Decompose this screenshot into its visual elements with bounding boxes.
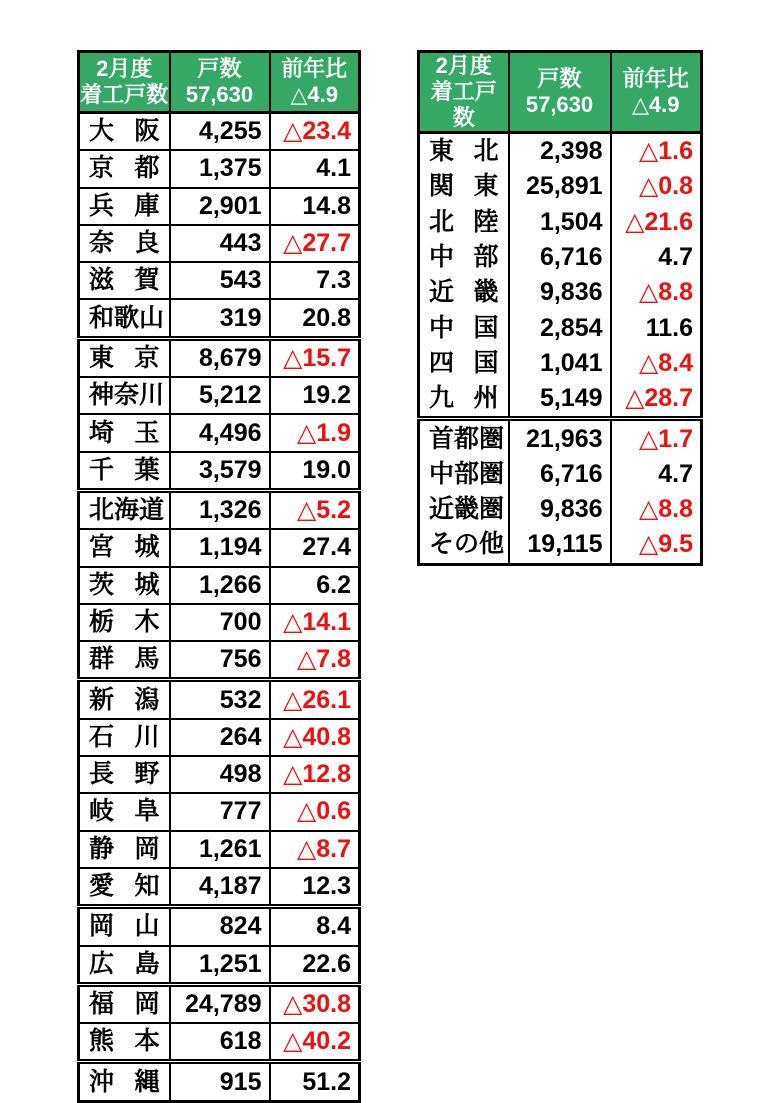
area-name-cell [79, 907, 170, 946]
yoy-cell: 20.8 [270, 299, 360, 338]
table-row [79, 641, 360, 680]
area-name-char: 畿 [454, 495, 480, 524]
area-name-char: 賀 [134, 266, 160, 295]
yoy-cell: △9.5 [611, 527, 702, 564]
units-cell: 824 [170, 907, 270, 946]
header-yoy-label: 前年比 [622, 66, 689, 91]
area-name-cell [79, 414, 170, 451]
table-row [419, 205, 702, 240]
table-row [419, 133, 702, 170]
area-name-char: 葉 [134, 455, 160, 484]
units-cell: 1,266 [170, 567, 270, 604]
area-name-char: 石 [89, 722, 115, 751]
area-name-char: 道 [139, 496, 165, 525]
region-table-header [419, 52, 702, 133]
area-name [89, 914, 160, 939]
yoy-cell: △40.8 [270, 719, 360, 756]
area-name-cell [419, 240, 509, 275]
area-name-char: 島 [134, 949, 160, 978]
area-name-char: 茨 [89, 570, 115, 599]
area-name-char: 本 [134, 1027, 160, 1056]
area-name-char: 沖 [89, 1067, 115, 1096]
area-name-char: 東 [89, 343, 115, 372]
table-row [79, 719, 360, 756]
area-name [429, 313, 499, 342]
table-row [419, 310, 702, 345]
area-name-char: 知 [134, 872, 160, 901]
area-name-char: 阪 [134, 117, 160, 146]
area-name [89, 610, 160, 635]
area-name-char: そ [429, 530, 455, 559]
area-name [89, 418, 160, 447]
yoy-cell: △7.8 [270, 641, 360, 680]
area-name-char: 滋 [89, 266, 115, 295]
area-name-char: 長 [89, 760, 115, 789]
area-name-cell [79, 377, 170, 414]
area-name-cell [79, 262, 170, 299]
units-cell: 24,789 [170, 984, 270, 1023]
units-cell: 1,251 [170, 946, 270, 985]
area-name [89, 381, 165, 410]
area-name-char: 山 [139, 303, 165, 332]
units-cell: 5,149 [509, 381, 611, 419]
yoy-cell: △30.8 [270, 984, 360, 1023]
yoy-cell: 4.7 [611, 457, 702, 492]
area-name-char: 川 [134, 722, 160, 751]
header-yoy-label: 前年比 [281, 56, 348, 81]
area-name-cell [419, 310, 509, 345]
area-name [429, 174, 499, 199]
area-name-cell [79, 299, 170, 338]
header-yoy-cell [270, 52, 360, 113]
area-name [89, 1067, 160, 1096]
area-name-cell [79, 338, 170, 377]
area-name-cell [79, 831, 170, 868]
area-name-char: 圏 [479, 459, 505, 488]
units-cell: 498 [170, 756, 270, 793]
area-name-cell [79, 868, 170, 907]
area-name-cell [79, 188, 170, 225]
area-name-cell [419, 492, 509, 527]
table-row [419, 419, 702, 457]
area-name-char: 京 [134, 343, 160, 372]
area-name-char: 歌 [114, 303, 140, 332]
area-name-char: 岡 [89, 912, 115, 941]
units-cell: 700 [170, 604, 270, 641]
area-name-char: 首 [429, 424, 455, 453]
units-cell: 1,194 [170, 529, 270, 566]
units-cell: 1,261 [170, 831, 270, 868]
units-cell: 915 [170, 1062, 270, 1101]
header-units-total: 57,630 [185, 82, 254, 107]
area-name-cell [419, 133, 509, 170]
units-cell: 1,041 [509, 346, 611, 381]
yoy-cell: △27.7 [270, 225, 360, 262]
units-cell: 319 [170, 299, 270, 338]
yoy-cell: △1.7 [611, 419, 702, 457]
area-name-char: 部 [473, 243, 499, 272]
area-name-char: 北 [473, 137, 499, 166]
yoy-cell: △14.1 [270, 604, 360, 641]
units-cell: 6,716 [509, 240, 611, 275]
table-row [79, 756, 360, 793]
units-cell: 1,375 [170, 150, 270, 187]
area-name-char: 静 [89, 834, 115, 863]
yoy-cell: 4.1 [270, 150, 360, 187]
area-name-char: 縄 [134, 1067, 160, 1096]
table-row [419, 527, 702, 564]
table-row [79, 793, 360, 830]
area-name-char: 千 [89, 455, 115, 484]
area-name [89, 191, 160, 220]
area-name-char: 大 [89, 117, 115, 146]
area-name-char: 東 [429, 137, 455, 166]
table-row [79, 490, 360, 529]
area-name-char: 圏 [479, 495, 505, 524]
area-name-char: 馬 [134, 645, 160, 674]
yoy-cell: △28.7 [611, 381, 702, 419]
area-name [89, 685, 160, 714]
area-name-cell [79, 113, 170, 151]
yoy-cell: 8.4 [270, 907, 360, 946]
area-name-char: 奈 [89, 229, 115, 258]
header-period-cell [79, 52, 170, 113]
area-name [429, 207, 499, 236]
units-cell: 6,716 [509, 457, 611, 492]
table-row [79, 262, 360, 299]
yoy-cell: △0.6 [270, 793, 360, 830]
area-name-char: 奈 [114, 381, 140, 410]
area-name-cell [79, 756, 170, 793]
units-cell: 4,187 [170, 868, 270, 907]
table-row [79, 225, 360, 262]
area-name-char: 栃 [89, 608, 115, 636]
units-cell: 2,901 [170, 188, 270, 225]
area-name-cell [419, 169, 509, 204]
area-name-cell [419, 381, 509, 419]
units-cell: 3,579 [170, 452, 270, 491]
area-name [89, 762, 160, 787]
prefecture-table-body [79, 113, 360, 1102]
units-cell: 21,963 [509, 419, 611, 457]
yoy-cell: △12.8 [270, 756, 360, 793]
area-name-char: 京 [89, 154, 115, 183]
area-name-cell [419, 275, 509, 310]
area-name [429, 459, 505, 488]
area-name-char: 兵 [89, 191, 115, 220]
area-name-cell [79, 719, 170, 756]
table-row [419, 275, 702, 310]
units-cell: 2,854 [509, 310, 611, 345]
table-row [79, 868, 360, 907]
header-units-total: 57,630 [525, 92, 594, 117]
area-name-char: 阜 [134, 797, 160, 826]
area-name-char: 神 [89, 381, 115, 410]
units-cell: 4,255 [170, 113, 270, 151]
yoy-cell: △15.7 [270, 338, 360, 377]
table-row [79, 414, 360, 451]
area-name-char: 部 [454, 459, 480, 488]
area-name-char: 九 [429, 384, 455, 413]
table-row [419, 346, 702, 381]
area-name-char: 他 [479, 530, 505, 559]
area-name-char: 中 [429, 313, 455, 342]
area-name-cell [79, 946, 170, 985]
yoy-cell: 6.2 [270, 567, 360, 604]
table-row [79, 831, 360, 868]
area-name [89, 799, 160, 824]
area-name-char: 木 [134, 608, 160, 636]
units-cell: 618 [170, 1023, 270, 1062]
table-row [79, 680, 360, 719]
units-cell: 777 [170, 793, 270, 830]
units-cell: 2,398 [509, 133, 611, 170]
area-name [429, 495, 505, 524]
table-row [79, 377, 360, 414]
units-cell: 443 [170, 225, 270, 262]
area-name [429, 280, 499, 305]
area-name [429, 386, 499, 411]
units-cell: 1,504 [509, 205, 611, 240]
area-name-char: 国 [473, 348, 499, 377]
table-row [79, 299, 360, 338]
area-name [429, 530, 505, 559]
yoy-cell: △0.8 [611, 169, 702, 204]
yoy-cell: 51.2 [270, 1062, 360, 1101]
area-name [89, 722, 160, 751]
area-name-char: 岡 [134, 989, 160, 1018]
area-name-char: 潟 [134, 685, 160, 714]
header-units-cell [170, 52, 270, 113]
area-name-char: 玉 [134, 418, 160, 447]
header-units-label: 戸数 [537, 66, 582, 91]
area-name-char: 和 [89, 303, 115, 332]
units-cell: 5,212 [170, 377, 270, 414]
header-period-cell [419, 52, 509, 133]
area-name [89, 496, 165, 525]
yoy-cell: 11.6 [611, 310, 702, 345]
area-name-cell [419, 346, 509, 381]
area-name-char: 中 [429, 243, 455, 272]
table-row [79, 529, 360, 566]
header-period-line2: 着工戸数 [80, 82, 169, 107]
area-name [429, 348, 499, 377]
area-name-char: 四 [429, 348, 455, 377]
area-name-char: 陸 [473, 207, 499, 236]
area-name-cell [79, 150, 170, 187]
yoy-cell: △21.6 [611, 205, 702, 240]
header-period-line1: 2月度 [435, 53, 492, 78]
yoy-cell: △8.8 [611, 492, 702, 527]
area-name [429, 139, 499, 164]
area-name-cell [79, 490, 170, 529]
area-name-cell [79, 225, 170, 262]
area-name-cell [79, 680, 170, 719]
area-name-char: 広 [89, 949, 115, 978]
area-name-char: 北 [89, 496, 115, 525]
area-name-cell [79, 567, 170, 604]
area-name-cell [79, 1062, 170, 1101]
units-cell: 264 [170, 719, 270, 756]
header-yoy-total: △4.9 [631, 92, 680, 117]
area-name-char: 都 [454, 424, 480, 453]
area-name-char: 山 [134, 912, 160, 941]
area-name-char: 圏 [479, 424, 505, 453]
table-row [419, 457, 702, 492]
area-name-char: 北 [429, 207, 455, 236]
area-name-char: 野 [134, 760, 160, 789]
yoy-cell: 19.0 [270, 452, 360, 491]
area-name-char: 熊 [89, 1027, 115, 1056]
area-name-cell [79, 984, 170, 1023]
yoy-cell: 4.7 [611, 240, 702, 275]
area-name-char: 宮 [89, 533, 115, 562]
yoy-cell: △1.9 [270, 414, 360, 451]
table-row [79, 946, 360, 985]
table-row [79, 150, 360, 187]
header-period-line2: 着工戸数 [430, 79, 497, 130]
area-name-char: 埼 [89, 418, 115, 447]
units-cell: 543 [170, 262, 270, 299]
area-name-char: 近 [429, 495, 455, 524]
area-name [89, 874, 160, 899]
area-name-char: 都 [134, 154, 160, 183]
table-row [419, 169, 702, 204]
yoy-cell: 19.2 [270, 377, 360, 414]
area-name [89, 834, 160, 863]
area-name [429, 424, 505, 453]
area-name [89, 989, 160, 1018]
area-name-char: 中 [429, 459, 455, 488]
area-name [89, 343, 160, 372]
area-name-cell [79, 793, 170, 830]
area-name [89, 231, 160, 256]
area-name-char: 岡 [134, 834, 160, 863]
area-name-char: 群 [89, 645, 115, 674]
yoy-cell: △40.2 [270, 1023, 360, 1062]
table-row [419, 381, 702, 419]
units-cell: 4,496 [170, 414, 270, 451]
table-row [79, 604, 360, 641]
area-name-char: 城 [134, 570, 160, 599]
area-name [89, 647, 160, 672]
area-name-cell [419, 457, 509, 492]
table-row [79, 452, 360, 491]
units-cell: 532 [170, 680, 270, 719]
table-row [79, 984, 360, 1023]
units-cell: 19,115 [509, 527, 611, 564]
area-name [89, 268, 160, 293]
region-table [417, 50, 703, 566]
yoy-cell: △23.4 [270, 113, 360, 151]
yoy-cell: △26.1 [270, 680, 360, 719]
area-name-char: 新 [89, 685, 115, 714]
prefecture-table [77, 50, 361, 1103]
table-row [79, 1023, 360, 1062]
region-table-body [419, 133, 702, 565]
area-name-char: 畿 [473, 278, 499, 307]
area-name-char: 良 [134, 229, 160, 258]
header-row [419, 52, 702, 133]
header-yoy-total: △4.9 [290, 82, 338, 107]
units-cell: 25,891 [509, 169, 611, 204]
units-cell: 8,679 [170, 338, 270, 377]
area-name [89, 570, 160, 599]
area-name-cell [79, 604, 170, 641]
yoy-cell: △8.4 [611, 346, 702, 381]
header-units-label: 戸数 [197, 56, 242, 81]
area-name-char: 関 [429, 172, 455, 201]
units-cell: 9,836 [509, 492, 611, 527]
area-name-char: 庫 [134, 191, 160, 220]
area-name-char: 国 [473, 313, 499, 342]
yoy-cell: △1.6 [611, 133, 702, 170]
area-name [89, 455, 160, 484]
area-name-cell [79, 1023, 170, 1062]
table-row [419, 492, 702, 527]
area-name-cell [79, 641, 170, 680]
area-name [89, 119, 160, 144]
area-name-char: の [454, 530, 480, 559]
area-name [429, 245, 499, 270]
header-yoy-cell [611, 52, 702, 133]
yoy-cell: △5.2 [270, 490, 360, 529]
header-period-line1: 2月度 [96, 56, 153, 81]
area-name-cell [79, 452, 170, 491]
yoy-cell: 7.3 [270, 262, 360, 299]
table-row [79, 188, 360, 225]
prefecture-table-header [79, 52, 360, 113]
area-name [89, 156, 160, 181]
area-name-char: 州 [473, 384, 499, 413]
table-row [79, 113, 360, 151]
area-name-cell [419, 205, 509, 240]
area-name-char: 東 [473, 172, 499, 201]
area-name-cell [419, 419, 509, 457]
area-name [89, 303, 165, 332]
table-row [79, 1062, 360, 1101]
yoy-cell: 22.6 [270, 946, 360, 985]
area-name-char: 福 [89, 989, 115, 1018]
area-name-cell [419, 527, 509, 564]
header-row [79, 52, 360, 113]
yoy-cell: △8.7 [270, 831, 360, 868]
units-cell: 756 [170, 641, 270, 680]
yoy-cell: △8.8 [611, 275, 702, 310]
area-name-cell [79, 529, 170, 566]
table-row [419, 240, 702, 275]
table-row [79, 567, 360, 604]
table-row [79, 907, 360, 946]
area-name-char: 近 [429, 278, 455, 307]
units-cell: 1,326 [170, 490, 270, 529]
yoy-cell: 12.3 [270, 868, 360, 907]
area-name-char: 城 [134, 533, 160, 562]
yoy-cell: 27.4 [270, 529, 360, 566]
area-name [89, 1029, 160, 1054]
area-name-char: 海 [114, 496, 140, 525]
yoy-cell: 14.8 [270, 188, 360, 225]
area-name-char: 川 [139, 381, 165, 410]
units-cell: 9,836 [509, 275, 611, 310]
table-row [79, 338, 360, 377]
area-name-char: 岐 [89, 797, 115, 826]
header-units-cell [509, 52, 611, 133]
area-name [89, 535, 160, 560]
area-name [89, 949, 160, 978]
area-name-char: 愛 [89, 872, 115, 901]
